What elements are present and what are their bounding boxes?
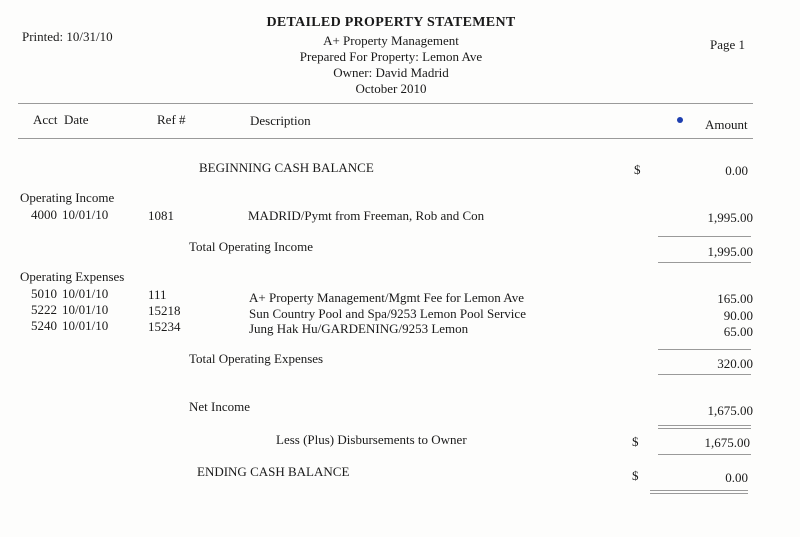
column-date: Date	[64, 112, 89, 127]
operating-expenses-heading: Operating Expenses	[20, 269, 125, 284]
column-acct: Acct	[33, 112, 58, 127]
ending-balance-rule-1	[650, 490, 748, 491]
company-name: A+ Property Management	[323, 33, 459, 48]
header-top-rule	[18, 103, 753, 104]
expense-row-date: 10/01/10	[62, 318, 109, 333]
expense-row-date: 10/01/10	[62, 286, 109, 301]
income-row-acct: 4000	[31, 207, 57, 222]
ending-balance-label: ENDING CASH BALANCE	[197, 464, 350, 479]
header-bottom-rule	[18, 138, 753, 139]
ink-dot-mark	[677, 117, 683, 123]
disbursements-rule	[658, 454, 751, 455]
column-ref: Ref #	[157, 112, 186, 127]
ending-balance-rule-2	[650, 493, 748, 494]
beginning-balance-label: BEGINNING CASH BALANCE	[199, 160, 374, 175]
total-operating-expenses-label: Total Operating Expenses	[189, 351, 324, 366]
expense-row-acct: 5010	[31, 286, 57, 301]
income-row-amount: 1,995.00	[707, 210, 753, 225]
total-operating-expenses-amount: 320.00	[717, 356, 753, 371]
net-income-amount: 1,675.00	[707, 403, 753, 418]
expense-row-ref: 15234	[148, 319, 181, 334]
income-row-description: MADRID/Pymt from Freeman, Rob and Con	[248, 208, 485, 223]
expense-row-ref: 111	[148, 287, 167, 302]
net-income-rule-2	[658, 428, 751, 429]
expense-row-amount: 65.00	[723, 324, 753, 339]
column-description: Description	[250, 113, 311, 128]
total-operating-income-amount: 1,995.00	[707, 244, 753, 259]
ending-balance-currency: $	[632, 468, 639, 483]
beginning-balance-currency: $	[634, 162, 641, 177]
expense-row-description: Jung Hak Hu/GARDENING/9253 Lemon	[249, 321, 469, 336]
expense-row-amount: 165.00	[717, 291, 753, 306]
expense-row-date: 10/01/10	[62, 302, 109, 317]
expense-total-rule	[658, 374, 751, 375]
income-row-date: 10/01/10	[62, 207, 109, 222]
disbursements-label: Less (Plus) Disbursements to Owner	[276, 432, 467, 447]
statement-period: October 2010	[355, 81, 427, 96]
expense-row-description: Sun Country Pool and Spa/9253 Lemon Pool Service	[249, 306, 526, 321]
net-income-label: Net Income	[189, 399, 251, 414]
total-operating-income-label: Total Operating Income	[189, 239, 313, 254]
disbursements-amount: 1,675.00	[704, 435, 750, 450]
owner-name: Owner: David Madrid	[333, 65, 449, 80]
prepared-for: Prepared For Property: Lemon Ave	[299, 49, 483, 64]
expense-row-amount: 90.00	[723, 308, 753, 323]
operating-income-heading: Operating Income	[20, 190, 115, 205]
statement-title: DETAILED PROPERTY STATEMENT	[266, 15, 516, 30]
ending-balance-amount: 0.00	[725, 470, 748, 485]
disbursements-currency: $	[632, 434, 639, 449]
income-subtotal-rule	[658, 236, 751, 237]
net-income-rule-1	[658, 425, 751, 426]
expense-row-ref: 15218	[148, 303, 181, 318]
income-total-rule	[658, 262, 751, 263]
expense-row-description: A+ Property Management/Mgmt Fee for Lemon Ave	[249, 290, 524, 305]
printed-date: Printed: 10/31/10	[22, 29, 113, 44]
income-row-ref: 1081	[148, 208, 174, 223]
expense-row-acct: 5222	[31, 302, 57, 317]
expense-row-acct: 5240	[31, 318, 57, 333]
beginning-balance-amount: 0.00	[725, 163, 748, 178]
column-amount: Amount	[705, 117, 748, 132]
page-number: Page 1	[710, 37, 746, 52]
expense-subtotal-rule	[658, 349, 751, 350]
